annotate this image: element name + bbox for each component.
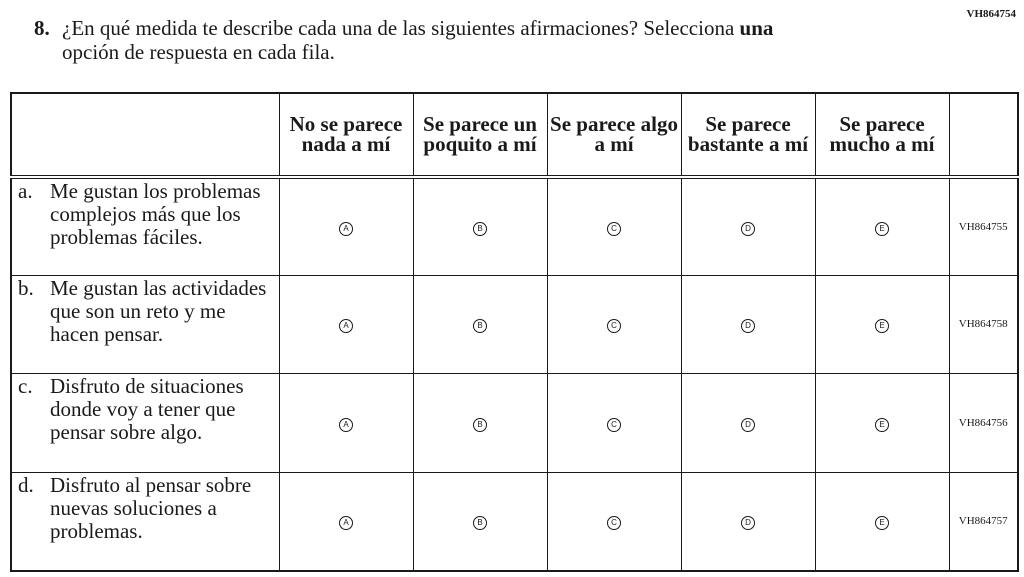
radio-bubble-c[interactable]: C — [607, 418, 621, 432]
statement-letter: b. — [18, 275, 34, 300]
response-grid — [10, 92, 1019, 572]
row-item-id: VH864757 — [949, 472, 1018, 571]
row-item-id: VH864755 — [949, 177, 1018, 276]
radio-bubble-b[interactable]: B — [473, 222, 487, 236]
option-cell — [279, 472, 413, 571]
option-cell — [279, 374, 413, 473]
column-header: Se parece bastante a mí — [681, 93, 815, 177]
radio-bubble-e[interactable]: E — [875, 516, 889, 530]
item-id: VH864754 — [966, 8, 1016, 20]
radio-bubble-e[interactable]: E — [875, 319, 889, 333]
radio-bubble-a[interactable]: A — [339, 319, 353, 333]
radio-bubble-b[interactable]: B — [473, 319, 487, 333]
question-emphasis: una — [739, 16, 774, 40]
radio-bubble-d[interactable]: D — [741, 418, 755, 432]
radio-bubble-a[interactable]: A — [339, 516, 353, 530]
column-header: Se parece un poquito a mí — [413, 93, 547, 177]
radio-bubble-b[interactable]: B — [473, 516, 487, 530]
option-cell — [815, 472, 949, 571]
option-cell — [279, 275, 413, 374]
radio-bubble-a[interactable]: A — [339, 418, 353, 432]
option-cell — [681, 472, 815, 571]
option-cell — [413, 374, 547, 473]
radio-bubble-d[interactable]: D — [741, 516, 755, 530]
statement-text: Me gustan los problemas complejos más que los problemas fáciles. — [50, 178, 261, 249]
row-item-id: VH864758 — [949, 275, 1018, 374]
radio-bubble-c[interactable]: C — [607, 516, 621, 530]
row-item-id: VH864756 — [949, 374, 1018, 473]
radio-bubble-c[interactable]: C — [607, 222, 621, 236]
radio-bubble-d[interactable]: D — [741, 319, 755, 333]
radio-bubble-d[interactable]: D — [741, 222, 755, 236]
radio-bubble-c[interactable]: C — [607, 319, 621, 333]
radio-bubble-a[interactable]: A — [339, 222, 353, 236]
radio-bubble-b[interactable]: B — [473, 418, 487, 432]
option-cell — [547, 275, 681, 374]
option-cell — [815, 177, 949, 276]
statement-letter: c. — [18, 374, 33, 399]
statement-text: Me gustan las actividades que son un reto y me hacen pensar. — [50, 275, 267, 346]
radio-bubble-e[interactable]: E — [875, 418, 889, 432]
statement-cell — [11, 472, 279, 571]
question-prompt — [34, 16, 914, 64]
statement-row — [11, 472, 1018, 571]
statement-cell — [11, 374, 279, 473]
header-row — [11, 93, 1018, 177]
column-header: Se parece algo a mí — [547, 93, 681, 177]
option-cell — [815, 374, 949, 473]
option-cell — [413, 472, 547, 571]
option-cell — [547, 177, 681, 276]
statement-letter: d. — [18, 472, 34, 497]
column-header: No se parece nada a mí — [279, 93, 413, 177]
option-cell — [547, 472, 681, 571]
statement-cell — [11, 177, 279, 276]
option-cell — [681, 374, 815, 473]
statement-letter: a. — [18, 178, 33, 203]
column-header: Se parece mucho a mí — [815, 93, 949, 177]
option-cell — [279, 177, 413, 276]
header-blank — [11, 93, 279, 177]
statement-text: Disfruto de situaciones donde voy a tener que pensar sobre algo. — [50, 374, 244, 445]
radio-bubble-e[interactable]: E — [875, 222, 889, 236]
question-number: 8. — [34, 16, 50, 40]
header-id-blank — [949, 93, 1018, 177]
statement-row — [11, 177, 1018, 276]
option-cell — [681, 177, 815, 276]
statement-text: Disfruto al pensar sobre nuevas soluciones a problemas. — [50, 472, 252, 543]
option-cell — [413, 177, 547, 276]
statement-row — [11, 374, 1018, 473]
option-cell — [815, 275, 949, 374]
option-cell — [413, 275, 547, 374]
statement-cell — [11, 275, 279, 374]
statement-row — [11, 275, 1018, 374]
statement-rows — [11, 177, 1018, 571]
question-text: ¿En qué medida te describe cada una de las siguientes afirmaciones? Selecciona — [62, 16, 735, 40]
question-text-line2: opción de respuesta en cada fila. — [62, 40, 335, 64]
option-cell — [681, 275, 815, 374]
option-cell — [547, 374, 681, 473]
